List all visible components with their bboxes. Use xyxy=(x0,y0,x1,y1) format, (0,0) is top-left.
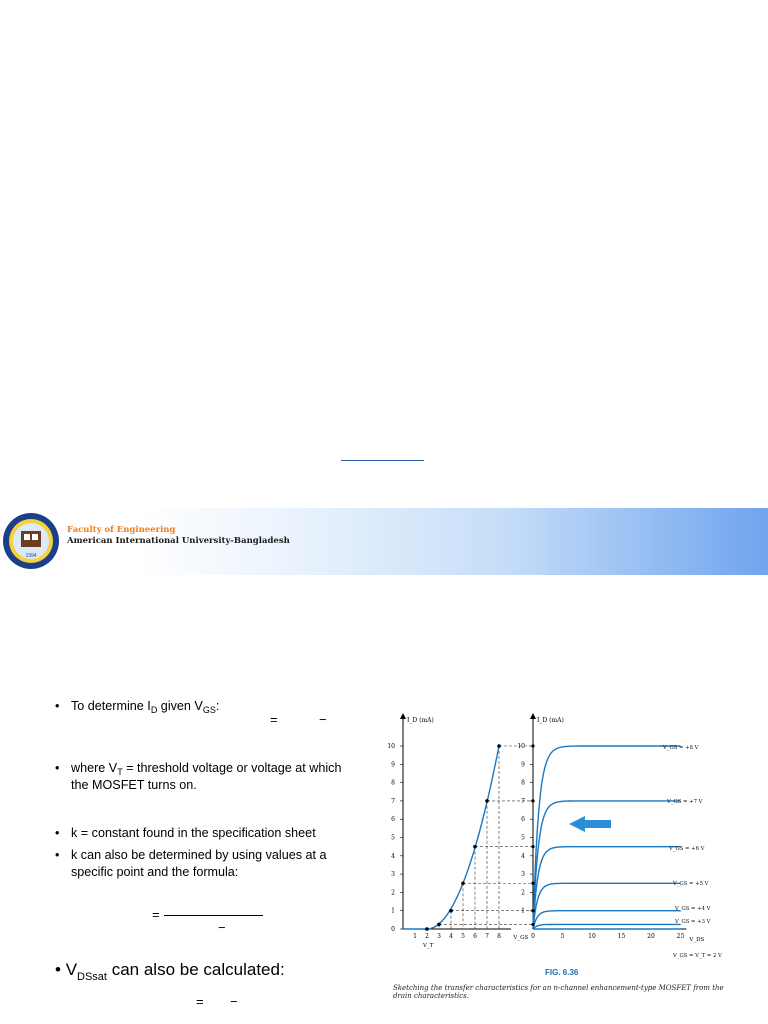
equation-equals: = xyxy=(270,712,278,727)
curve-label: V_GS = +6 V xyxy=(669,846,705,852)
drain-point xyxy=(531,923,534,926)
vds-bullet: • $V_{DSsat}$ can also be calculated: xyxy=(55,960,285,983)
transfer-point xyxy=(497,744,501,748)
left-y-tick-label: 6 xyxy=(391,816,395,824)
drain-curve xyxy=(533,883,681,929)
drain-point xyxy=(531,845,534,848)
left-arrow-icon xyxy=(569,816,611,832)
vdssat-equals: = xyxy=(196,994,204,1009)
left-x-tick-label: 4 xyxy=(449,933,453,940)
transfer-point xyxy=(485,799,489,803)
right-x-tick-label: 0 xyxy=(531,933,535,940)
left-y-tick-label: 5 xyxy=(391,834,395,842)
left-x-tick-label: 8 xyxy=(497,933,501,940)
link-underline[interactable] xyxy=(341,460,424,461)
left-y-axis-label: I_D (mA) xyxy=(407,717,434,724)
left-y-tick-label: 8 xyxy=(391,779,395,787)
characteristics-chart xyxy=(385,712,738,968)
left-y-tick-label: 9 xyxy=(391,761,395,769)
curve-label: V_GS = +3 V xyxy=(675,919,711,925)
bullet-dot: • xyxy=(55,699,60,713)
right-y-tick-label: 10 xyxy=(517,743,525,750)
faculty-title: Faculty of Engineering xyxy=(67,525,176,535)
formula-minus: − xyxy=(218,920,226,935)
left-y-tick-label: 7 xyxy=(391,797,395,805)
right-x-tick-label: 25 xyxy=(676,933,685,940)
equation-minus: − xyxy=(319,712,327,727)
drain-curve xyxy=(533,911,681,929)
transfer-point xyxy=(461,881,465,885)
left-y-tick-label: 0 xyxy=(391,926,395,933)
mosfet-figure xyxy=(385,712,738,1006)
university-seal-icon xyxy=(2,511,60,571)
left-x-axis-label: V_GS xyxy=(513,935,529,941)
left-x-tick-label: 6 xyxy=(473,933,477,940)
drain-point xyxy=(531,909,534,912)
fraction-bar xyxy=(164,915,263,916)
drain-point xyxy=(531,744,534,747)
right-y-tick-label: 5 xyxy=(521,834,525,842)
curve-label: V_GS = +8 V xyxy=(663,745,699,751)
curve-label: V_GS = +5 V xyxy=(673,881,709,887)
university-title: American International University-Bangladesh xyxy=(67,536,290,546)
vdssat-minus: − xyxy=(230,994,238,1009)
transfer-curve xyxy=(403,746,499,929)
left-y-tick-label: 1 xyxy=(391,907,395,915)
right-x-axis-label: V_DS xyxy=(689,937,705,943)
right-y-tick-label: 2 xyxy=(521,889,525,897)
left-y-tick-label: 4 xyxy=(391,852,395,860)
left-y-tick-label: 2 xyxy=(391,889,395,897)
curve-label: V_GS = +7 V xyxy=(667,799,703,805)
left-y-tick-label: 3 xyxy=(391,871,395,879)
drain-point xyxy=(531,882,534,885)
right-y-tick-label: 8 xyxy=(521,779,525,787)
right-y-tick-label: 7 xyxy=(521,797,525,805)
left-x-tick-label: 1 xyxy=(413,933,417,940)
drain-curve xyxy=(533,847,681,929)
right-x-tick-label: 20 xyxy=(647,933,655,940)
transfer-point xyxy=(449,909,453,913)
bullet-dot: • xyxy=(55,761,60,775)
figure-number: FIG. 6.36 xyxy=(545,968,579,977)
formula-equals: = xyxy=(152,907,160,922)
right-x-tick-label: 5 xyxy=(560,933,565,940)
left-y-tick-label: 10 xyxy=(387,743,395,750)
curve-label: V_GS = +4 V xyxy=(675,906,711,912)
figure-caption: Sketching the transfer characteristics for an n-channel enhancement-type MOSFET from the drain characteristics. xyxy=(393,984,724,1000)
transfer-point xyxy=(473,845,477,849)
right-y-tick-label: 9 xyxy=(521,761,525,769)
left-x-tick-label: 3 xyxy=(437,933,441,940)
right-x-tick-label: 15 xyxy=(617,933,626,940)
curve-label: V_GS = V_T = 2 V xyxy=(673,953,722,959)
transfer-point xyxy=(437,923,441,927)
bullet-dot: • xyxy=(55,826,60,840)
right-y-tick-label: 6 xyxy=(521,816,525,824)
vt-label: V_T xyxy=(423,943,434,949)
left-x-tick-label: 5 xyxy=(461,933,465,940)
drain-curve xyxy=(533,746,681,929)
right-x-tick-label: 10 xyxy=(588,933,596,940)
right-y-tick-label: 4 xyxy=(521,852,525,860)
seal-year: 1994 xyxy=(25,553,37,559)
left-x-tick-label: 7 xyxy=(485,933,489,940)
right-y-axis-label: I_D (mA) xyxy=(537,717,564,724)
bullet-dot: • xyxy=(55,848,60,862)
right-y-tick-label: 3 xyxy=(521,871,525,879)
header-banner xyxy=(0,508,768,575)
left-x-tick-label: 2 xyxy=(425,933,429,940)
right-y-tick-label: 1 xyxy=(521,907,525,915)
transfer-point xyxy=(425,927,429,931)
drain-point xyxy=(531,799,534,802)
